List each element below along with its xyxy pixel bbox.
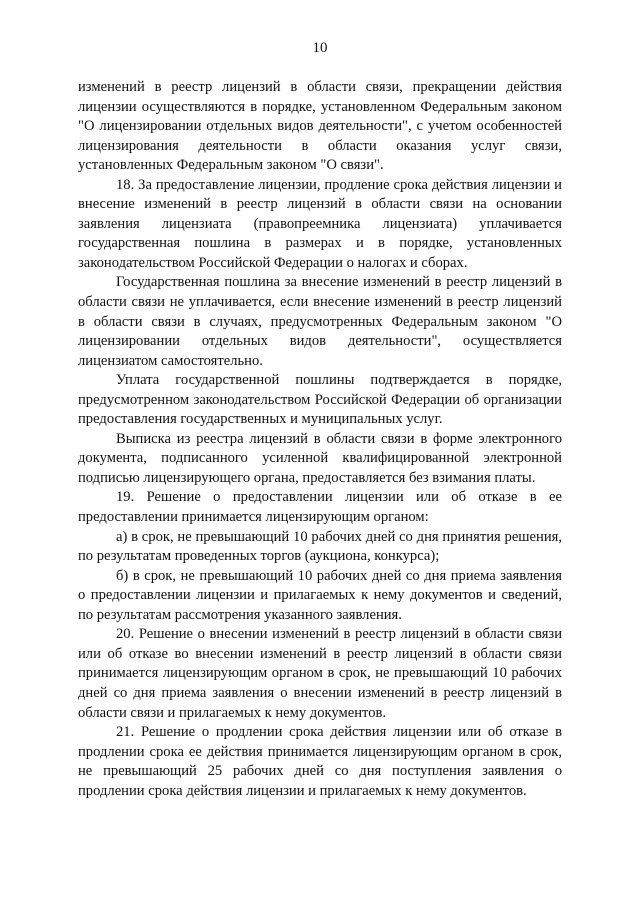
paragraph-18-state-fee: 18. За предоставление лицензии, продление срока действия лицензии и внесение изменений в реестр лицензий в области связи на основании заявления лицензиата (правопреемника лицензиата) уплачивается государственная пошлина в размерах и в порядке, установленных законодательством Российской Федерации о налогах и сборах.	[78, 176, 562, 271]
paragraph-fee-exemption: Государственная пошлина за внесение изменений в реестр лицензий в области связи не уплачивается, если внесение изменений в реестр лицензий в области связи в случаях, предусмотренных Федеральным законом "О лицензировании отдельных видов деятельности", осуществляется лицензиатом самостоятельно.	[78, 274, 562, 369]
paragraph-19-decision: 19. Решение о предоставлении лицензии или об отказе в ее предоставлении принимается лицензирующим органом:	[78, 489, 562, 526]
paragraph-19-item-b: б) в срок, не превышающий 10 рабочих дней со дня приема заявления о предоставлении лицензии и прилагаемых к нему документов и сведений, по результатам рассмотрения указанного заявления.	[78, 567, 562, 623]
paragraph-fee-payment-confirmation: Уплата государственной пошлины подтверждается в порядке, предусмотренном законодательством Российской Федерации об организации предоставления государственных и муниципальных услуг.	[78, 372, 562, 428]
paragraph-continuation: изменений в реестр лицензий в области связи, прекращении действия лицензии осуществляются в порядке, установленном Федеральным законом "О лицензировании отдельных видов деятельности", с учетом особенностей лицензирования деятельности в области оказания услуг связи, установленных Федеральным законом "О связи".	[78, 79, 562, 174]
page-number: 10	[312, 40, 328, 56]
paragraph-registry-extract: Выписка из реестра лицензий в области связи в форме электронного документа, подписанного усиленной квалифицированной электронной подписью лицензирующего органа, предоставляется без взимания платы.	[78, 430, 562, 486]
paragraph-20-registry-changes: 20. Решение о внесении изменений в реестр лицензий в области связи или об отказе во внесении изменений в реестр лицензий в области связи принимается лицензирующим органом в срок, не превышающий 10 рабочих дней со дня приема заявления о внесении изменений в реестр лицензий в области связи и прилагаемых к нему документов.	[78, 626, 562, 721]
document-body	[78, 78, 562, 801]
paragraph-19-item-a: а) в срок, не превышающий 10 рабочих дней со дня принятия решения, по результатам проведенных торгов (аукциона, конкурса);	[78, 528, 562, 565]
paragraph-21-license-extension: 21. Решение о продлении срока действия лицензии или об отказе в продлении срока ее действия принимается лицензирующим органом в срок, не превышающий 25 рабочих дней со дня поступления заявления о продлении срока действия лицензии и прилагаемых к нему документов.	[78, 724, 562, 799]
